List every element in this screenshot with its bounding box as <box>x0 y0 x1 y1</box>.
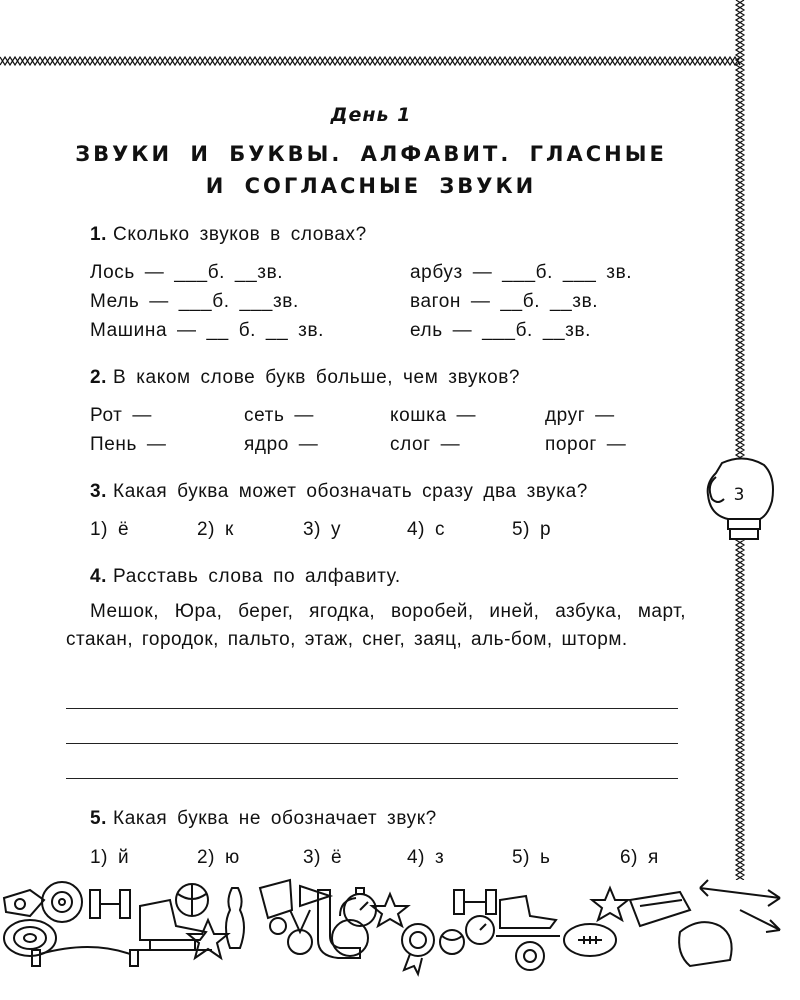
ball-icon <box>176 884 208 916</box>
task-number: 3. <box>90 481 108 502</box>
task-1-row-2-right: вагон — __б. __зв. <box>410 291 599 312</box>
star-icon <box>372 894 408 926</box>
weight-plate-icon <box>42 882 82 922</box>
dumbbell-icon <box>454 890 496 914</box>
task-text: Расставь слова по алфавиту. <box>113 566 401 587</box>
task-text: В каком слове букв больше, чем звуков? <box>113 367 521 388</box>
task-2-word: друг — <box>545 405 615 426</box>
task-5-option: 4) з <box>407 847 445 868</box>
medal-icon <box>288 910 312 954</box>
topic-title-line-2: И СОГЛАСНЫЕ ЗВУКИ <box>205 174 537 198</box>
task-3-option: 4) с <box>407 519 446 540</box>
answer-line[interactable] <box>66 743 678 744</box>
weight-plate-icon <box>516 942 544 970</box>
task-3-option: 1) ё <box>90 519 130 540</box>
task-1-row-1-right: арбуз — ___б. ___ зв. <box>410 262 633 283</box>
arrow-icon <box>740 910 780 932</box>
task-1-question <box>90 224 367 246</box>
disc-icon <box>4 920 56 956</box>
task-1-row-3-right: ель — ___б. __зв. <box>410 320 592 341</box>
star-icon <box>188 920 228 958</box>
task-3-option: 3) у <box>303 519 342 540</box>
task-number: 1. <box>90 224 108 245</box>
task-2-word: Рот — <box>90 405 152 426</box>
task-3-option: 5) р <box>512 519 552 540</box>
whistle-icon <box>4 890 44 916</box>
task-1-row-3-left: Машина — __ б. __ зв. <box>90 320 325 341</box>
football-icon <box>564 924 616 956</box>
task-3-question <box>90 481 588 503</box>
task-2-word: ядро — <box>244 434 319 455</box>
task-2-word: слог — <box>390 434 461 455</box>
top-zigzag-border <box>0 55 742 67</box>
task-2-word: порог — <box>545 434 627 455</box>
task-2-word: сеть — <box>244 405 314 426</box>
task-number: 2. <box>90 367 108 388</box>
task-text: Какая буква не обозначает звук? <box>113 808 437 829</box>
task-4-word-list: Мешок, Юра, берег, ягодка, воробей, иней, азбука, март, стакан, городок, пальто, этаж, снег, заяц, аль-бом, шторм. <box>66 601 686 650</box>
star-icon <box>592 888 628 920</box>
task-2-word: кошка — <box>390 405 477 426</box>
ball-icon <box>440 930 464 954</box>
stopwatch-icon <box>466 916 494 944</box>
page-number: 3 <box>733 485 745 505</box>
dumbbell-icon <box>90 890 130 918</box>
task-5-option: 5) ь <box>512 847 551 868</box>
task-text: Какая буква может обозначать сразу два звука? <box>113 481 588 502</box>
shuttlecock-icon <box>260 880 292 934</box>
task-5-option: 1) й <box>90 847 130 868</box>
task-2-question <box>90 367 520 389</box>
day-title: День 1 <box>330 104 412 126</box>
task-4-question <box>90 566 401 588</box>
arrow-icon <box>700 880 780 906</box>
task-5-question <box>90 808 437 830</box>
task-number: 5. <box>90 808 108 829</box>
task-number: 4. <box>90 566 108 587</box>
topic-title-line-1: ЗВУКИ И БУКВЫ. АЛФАВИТ. ГЛАСНЫЕ <box>75 142 667 166</box>
task-5-option: 6) я <box>620 847 659 868</box>
task-5-option: 3) ё <box>303 847 343 868</box>
ice-skate-icon <box>496 896 560 936</box>
task-5-option: 2) ю <box>197 847 240 868</box>
glove-icon <box>679 922 732 966</box>
answer-line[interactable] <box>66 708 678 709</box>
task-3-option: 2) к <box>197 519 234 540</box>
answer-line[interactable] <box>66 778 678 779</box>
fin-icon <box>630 892 690 926</box>
ice-skate-icon <box>136 900 212 950</box>
rosette-icon <box>402 924 434 974</box>
bowling-pin-icon <box>226 888 244 948</box>
right-zigzag-border <box>734 0 746 880</box>
task-2-word: Пень — <box>90 434 167 455</box>
sports-doodle-border <box>0 870 800 1000</box>
task-text: Сколько звуков в словах? <box>113 224 367 245</box>
task-1-row-2-left: Мель — ___б. ___зв. <box>90 291 299 312</box>
task-1-row-1-left: Лось — ___б. __зв. <box>90 262 284 283</box>
